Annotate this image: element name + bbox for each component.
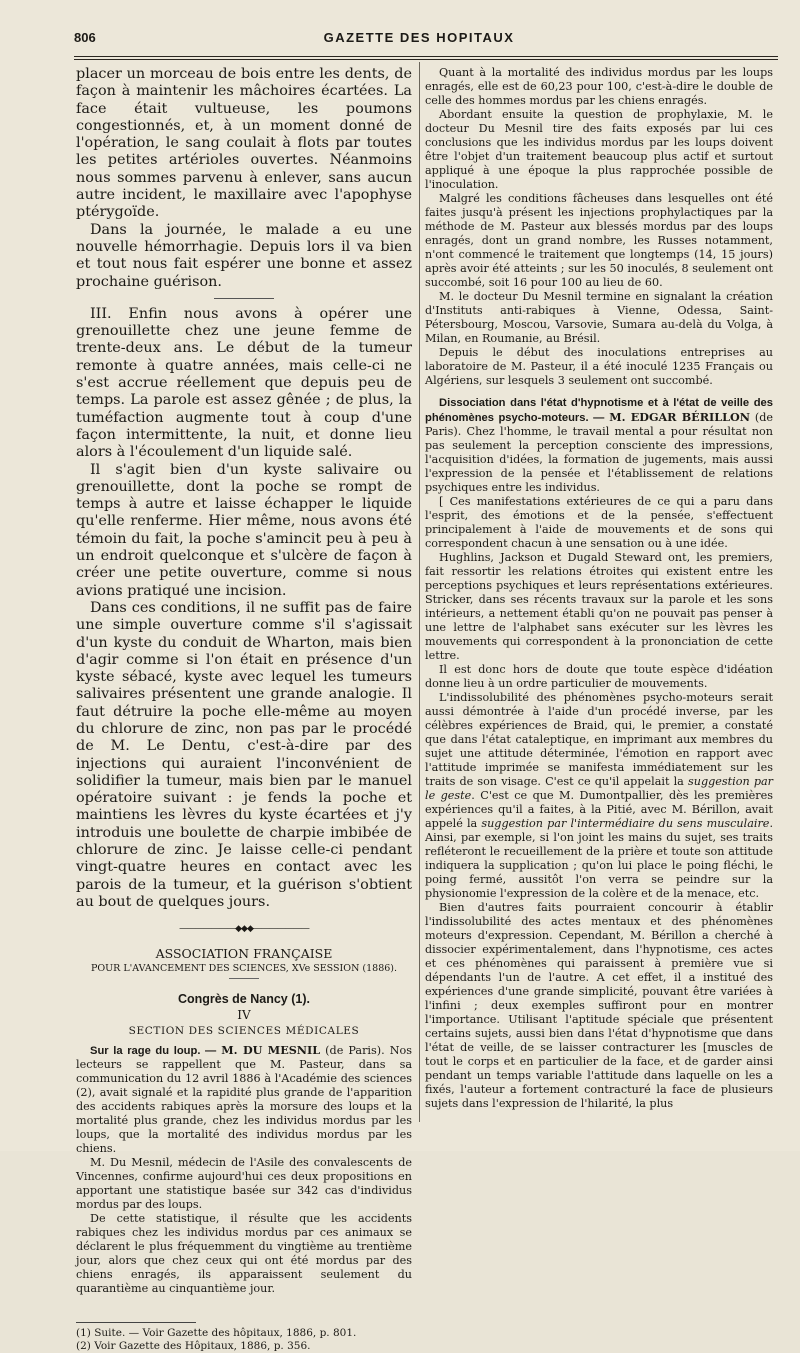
header-rule — [74, 56, 778, 57]
congress-title: Congrès de Nancy (1). — [178, 992, 310, 1007]
text-run: L'indissolubilité des phénomènes psycho-moteurs serait aussi démontrée à l'aide d'un procédé inverse, par les célèbres expériences de Braid, qui, le premier, a constaté que dans l'état cataleptique, en imprimant aux membres du sujet une attitude déterminée, l'émotion en rapport avec l'attitude imprimée se manifesta immédiatement sur les traits de son visage. C'est ce qu'il appelait la — [425, 691, 773, 788]
article-title: Sur la rage du loup. — — [90, 1045, 217, 1058]
right-column — [425, 66, 773, 1111]
paragraph: III. Enfin nous avons à opérer une grenouillette chez une jeune femme de trente-deux ans. Le début de la tumeur remonte à quatre années, mais celle-ci ne s'est accrue réellement que depuis peu de temps. La parole est assez gênée ; de plus, la tuméfaction augmente tout à coup d'une façon intermittente, la nuit, et donne lieu alors à l'écoulement d'un liquide salé. — [76, 305, 412, 461]
paragraph: De cette statistique, il résulte que les accidents rabiques chez les individus mordus par ces animaux se déclarent le plus fréquemment du vingtième au trentième jour, alors que chez ceux qui ont été mordus par des chiens enragés, ils apparaissent seulement du quarantième au cinquantième jour. — [76, 1212, 412, 1296]
article-rage — [76, 1043, 412, 1156]
italic-term: suggestion par l'intermédiaire du sens musculaire — [481, 817, 770, 830]
paragraph: Depuis le début des inoculations entreprises au laboratoire de M. Pasteur, il a été inoculé 1235 Français ou Algériens, sur lesquels 3 seulement ont succombé. — [425, 346, 773, 387]
paragraph: Dans ces conditions, il ne suffit pas de faire une simple ouverture comme s'il s'agissait d'un kyste du conduit de Wharton, mais bien d'agir comme si l'on était en présence d'un kyste sébacé, kyste avec lequel les tumeurs salivaires présentent une grande analogie. Il faut détruire la poche elle-même au moyen du chlorure de zinc, non pas par le procédé de M. Le Dentu, c'est-à-dire par des injections qui auraient l'inconvénient de solidifier la tumeur, mais bien par le manuel opératoire suivant : je fends la poche et maintiens les lèvres du kyste écartées et j'y introduis une boulette de charpie imbibée de chlorure de zinc. Je laisse celle-ci pendant vingt-quatre heures en contact avec les parois de la tumeur, et la guérison s'obtient au bout de quelques jours. — [76, 599, 412, 910]
text-run: . C'est ce que M. Dumontpallier, dès les premières expériences qu'il a faites, à la Pitié, avec M. Bérillon, avait appelé la — [425, 789, 773, 830]
section-title: ASSOCIATION FRANÇAISE — [155, 946, 333, 962]
journal-title: GAZETTE DES HOPITAUX — [323, 30, 515, 45]
paragraph: Quant à la mortalité des individus mordus par les loups enragés, elle est de 60,23 pour 100, c'est-à-dire le double de celle des hommes mordus par les chiens enragés. — [425, 66, 773, 107]
paragraph: Abordant ensuite la question de prophylaxie, M. le docteur Du Mesnil tire des faits exposés par lui ces conclusions que les individus mordus par les loups doivent être l'objet d'un traitement beaucoup plus actif et surtout appliqué à une époque la plus rapprochée possible de l'inoculation. — [425, 108, 773, 191]
paragraph: Il s'agit bien d'un kyste salivaire ou grenouillette, dont la poche se rompt de temps à autre et laisse échapper le liquide qu'elle renferme. Hier même, nous avons été témoin du fait, la poche s'amincit peu à peu à un endroit quelconque et s'ulcère de façon à créer une petite ouverture, comme si nous avions pratiqué une incision. — [76, 461, 412, 599]
footnote-rule — [76, 1322, 196, 1323]
paragraph: [ Ces manifestations extérieures de ce qui a paru dans l'esprit, des émotions et de la pensée, s'effectuent principalement à l'aide de mouvements et de sons qui correspondent chacun à une sensation ou à une idée. — [425, 495, 773, 550]
part-number: IV — [237, 1008, 251, 1023]
article-text: (de Paris). Chez l'homme, le travail mental a pour résultat non pas seulement la perception consciente des impressions, l'acquisition d'idées, la formation de jugements, mais aussi l'expression de la pensée et l'établissement de relations psychiques entre les individus. — [425, 411, 774, 494]
page-header — [58, 30, 780, 48]
footnote: (2) Voir Gazette des Hôpitaux, 1886, p. 356. — [76, 1340, 311, 1353]
divider — [229, 978, 259, 979]
section-heading: SECTION DES SCIENCES MÉDICALES — [128, 1025, 360, 1038]
paragraph: Bien d'autres faits pourraient concourir à établir l'indissolubilité des actes mentaux et des phénomènes moteurs d'expression. Cependant, M. Bérillon a cherché à dissocier expérimentalement, dans l'hypnotisme, ces actes et ces phénomènes qui paraissent à première vue si dépendants l'un de l'autre. A cet effet, il a institué des expériences d'une grande simplicité, pouvant être variées à l'infini ; deux exemples suffiront pour en montrer l'importance. Utilisant l'aptitude spéciale que présentent certains sujets, aussi bien dans l'état d'hypnotisme que dans l'état de veille, de se laisser contracturer les [muscles de tout le corps et en particulier de la face, et de garder ainsi pendant un temps variable l'attitude dans laquelle on les a fixés, l'auteur a fortement contracturé la face de plusieurs sujets dans l'expression de l'hilarité, la plus — [425, 901, 773, 1110]
article-hypnotisme — [425, 396, 773, 495]
divider — [214, 298, 274, 299]
column-divider — [419, 62, 420, 1122]
footnote: (1) Suite. — Voir Gazette des hôpitaux, 1886, p. 801. — [76, 1327, 357, 1340]
paragraph: Dans la journée, le malade a eu une nouvelle hémorrhagie. Depuis lors il va bien et tout nous fait espérer une bonne et assez prochaine guérison. — [76, 221, 412, 290]
page-number: 806 — [74, 30, 96, 45]
header-rule-double — [74, 59, 778, 60]
article-author: M. EDGAR BÉRILLON — [609, 410, 750, 424]
ornament-divider: ———————◆◆◆——————— — [179, 924, 309, 935]
article-author: M. DU MESNIL — [221, 1043, 321, 1058]
paragraph: M. Du Mesnil, médecin de l'Asile des convalescents de Vincennes, confirme aujourd'hui ces deux propositions en apportant une statistique basée sur 342 cas d'individus mordus par des loups. — [76, 1156, 412, 1212]
italic-term: suggestion par le geste — [425, 775, 773, 802]
article-text: (de Paris). Nos lecteurs se rappellent que M. Pasteur, dans sa communication du 12 avril 1886 à l'Académie des sciences (2), avait signalé et la rapidité plus grande de l'apparition des accidents rabiques après la morsure des loups et la mortalité plus grande, chez les individus mordus par les loups, que la mortalité des individus mordus par les chiens. — [76, 1044, 412, 1156]
paragraph — [425, 691, 773, 901]
article-title: Dissociation dans l'état d'hypnotisme et à l'état de veille des phénomènes psycho-moteurs. — — [425, 397, 773, 424]
paragraph: placer un morceau de bois entre les dents, de façon à maintenir les mâchoires écartées. La face était vultueuse, les poumons congestionnés, et, à un moment donné de l'opération, le sang coulait à flots par toutes les petites artérioles ouvertes. Néanmoins nous sommes parvenu à enlever, sans aucun autre incident, le maxillaire avec l'apophyse ptérygoïde. — [76, 66, 412, 221]
section-subtitle: POUR L'AVANCEMENT DES SCIENCES, XVe SESSION (1886). — [90, 963, 398, 975]
paragraph: Hughlins, Jackson et Dugald Steward ont, les premiers, fait ressortir les relations étroites qui existent entre les perceptions psychiques et leurs représentations extérieures. Stricker, dans ses récents travaux sur la parole et les sons intérieurs, a nettement établi qu'on ne pouvait pas penser à une lettre de l'alphabet sans exécuter sur les lèvres les mouvements qui correspondent à la prononciation de cette lettre. — [425, 551, 773, 662]
paragraph: Il est donc hors de doute que toute espèce d'idéation donne lieu à un ordre particulier de mouvements. — [425, 663, 773, 690]
text-run: . Ainsi, par exemple, si l'on joint les mains du sujet, ses traits refléteront le recueillement de la prière et toute son attitude indiquera la supplication ; qu'on lui place le poing fléchi, le poing fermé, aussitôt l'on verra se peindre sur la physionomie l'expression de la colère et de la menace, etc. — [425, 817, 773, 900]
paragraph: M. le docteur Du Mesnil termine en signalant la création d'Instituts anti-rabiques à Vienne, Odessa, Saint-Pétersbourg, Moscou, Varsovie, Sumara au-delà du Volga, à Milan, en Roumanie, au Brésil. — [425, 290, 773, 345]
left-column — [76, 66, 412, 1353]
paragraph: Malgré les conditions fâcheuses dans lesquelles ont été faites jusqu'à présent les injections prophylactiques par la méthode de M. Pasteur aux blessés mordus par des loups enragés, dont un grand nombre, les Russes notamment, n'ont commencé le traitement que longtemps (14, 15 jours) après avoir été atteints ; sur les 50 inoculés, 8 seulement ont succombé, soit 16 pour 100 au lieu de 60. — [425, 192, 773, 289]
